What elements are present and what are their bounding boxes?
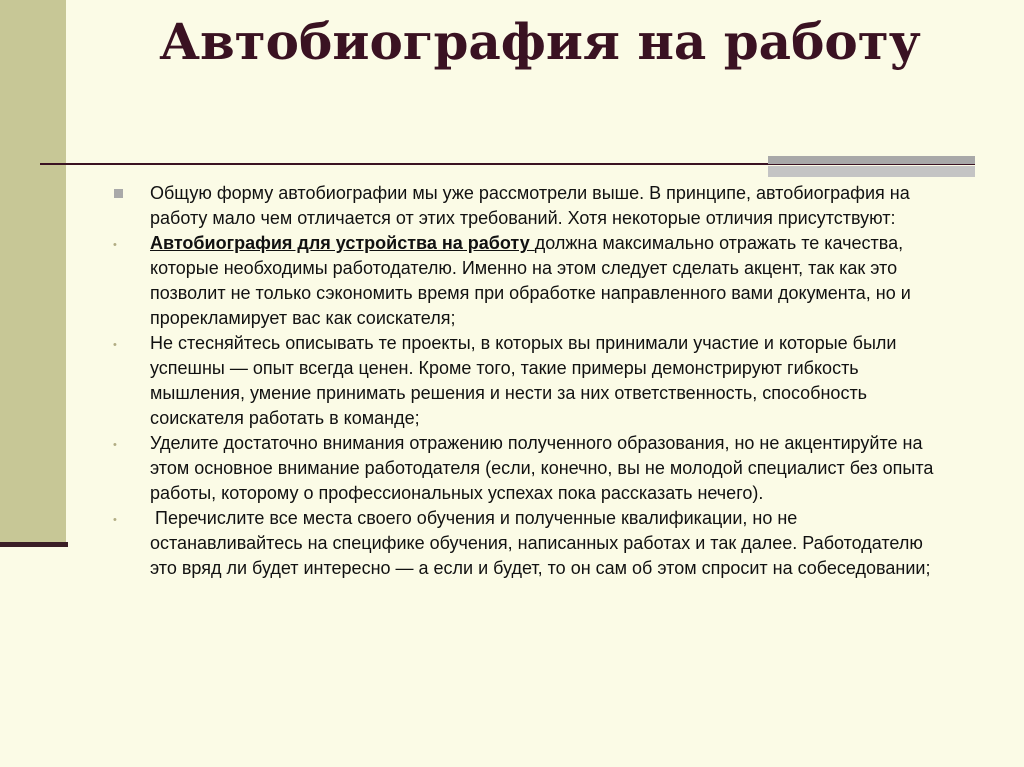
title-divider-accent-light: [768, 166, 975, 177]
list-item: [108, 181, 938, 231]
dot-bullet-icon: •: [113, 339, 117, 351]
list-item-text: должна максимально отражать те качества, которые необходимы работодателю. Именно на этом следует сделать акцент, так как это позволит не только сэкономить время при обработке направленного вами документа, но и прорекламирует вас как соискателя;: [150, 233, 911, 328]
list-item-emphasis-link[interactable]: Автобиография для устройства на работу: [150, 233, 535, 253]
list-item-text: Не стесняйтесь описывать те проекты, в которых вы принимали участие и которые были успешны — опыт всегда ценен. Кроме того, такие примеры демонстрируют гибкость мышления, умение принимать решения и нести за них ответственность, способность соискателя работать в команде;: [150, 333, 897, 428]
square-bullet-icon: [114, 189, 123, 198]
list-item: [108, 431, 938, 506]
dot-bullet-icon: •: [113, 514, 117, 526]
list-item-text: Общую форму автобиографии мы уже рассмотрели выше. В принципе, автобиография на работу мало чем отличается от этих требований. Хотя некоторые отличия присутствуют:: [150, 183, 910, 228]
dot-bullet-icon: •: [113, 239, 117, 251]
list-item: [108, 331, 938, 431]
list-item: [108, 231, 938, 331]
slide-title: Автобиография на работу: [159, 12, 921, 71]
dot-bullet-icon: •: [113, 439, 117, 451]
title-divider-accent-dark: [768, 156, 975, 164]
left-decorative-band: [0, 0, 66, 545]
bullet-list: [108, 181, 938, 581]
list-item: [108, 506, 938, 581]
left-band-rule: [0, 542, 68, 547]
list-item-text: Перечислите все места своего обучения и полученные квалификации, но не останавливайтесь на специфике обучения, написанных работах и так далее. Работодателю это вряд ли будет интересно — а если и будет, то он сам об этом спросит на собеседовании;: [150, 508, 931, 578]
list-item-text: Уделите достаточно внимания отражению полученного образования, но не акцентируйте на этом основное внимание работодателя (если, конечно, вы не молодой специалист без опыта работы, которому о профессиональных успехах пока рассказать нечего).: [150, 433, 934, 503]
